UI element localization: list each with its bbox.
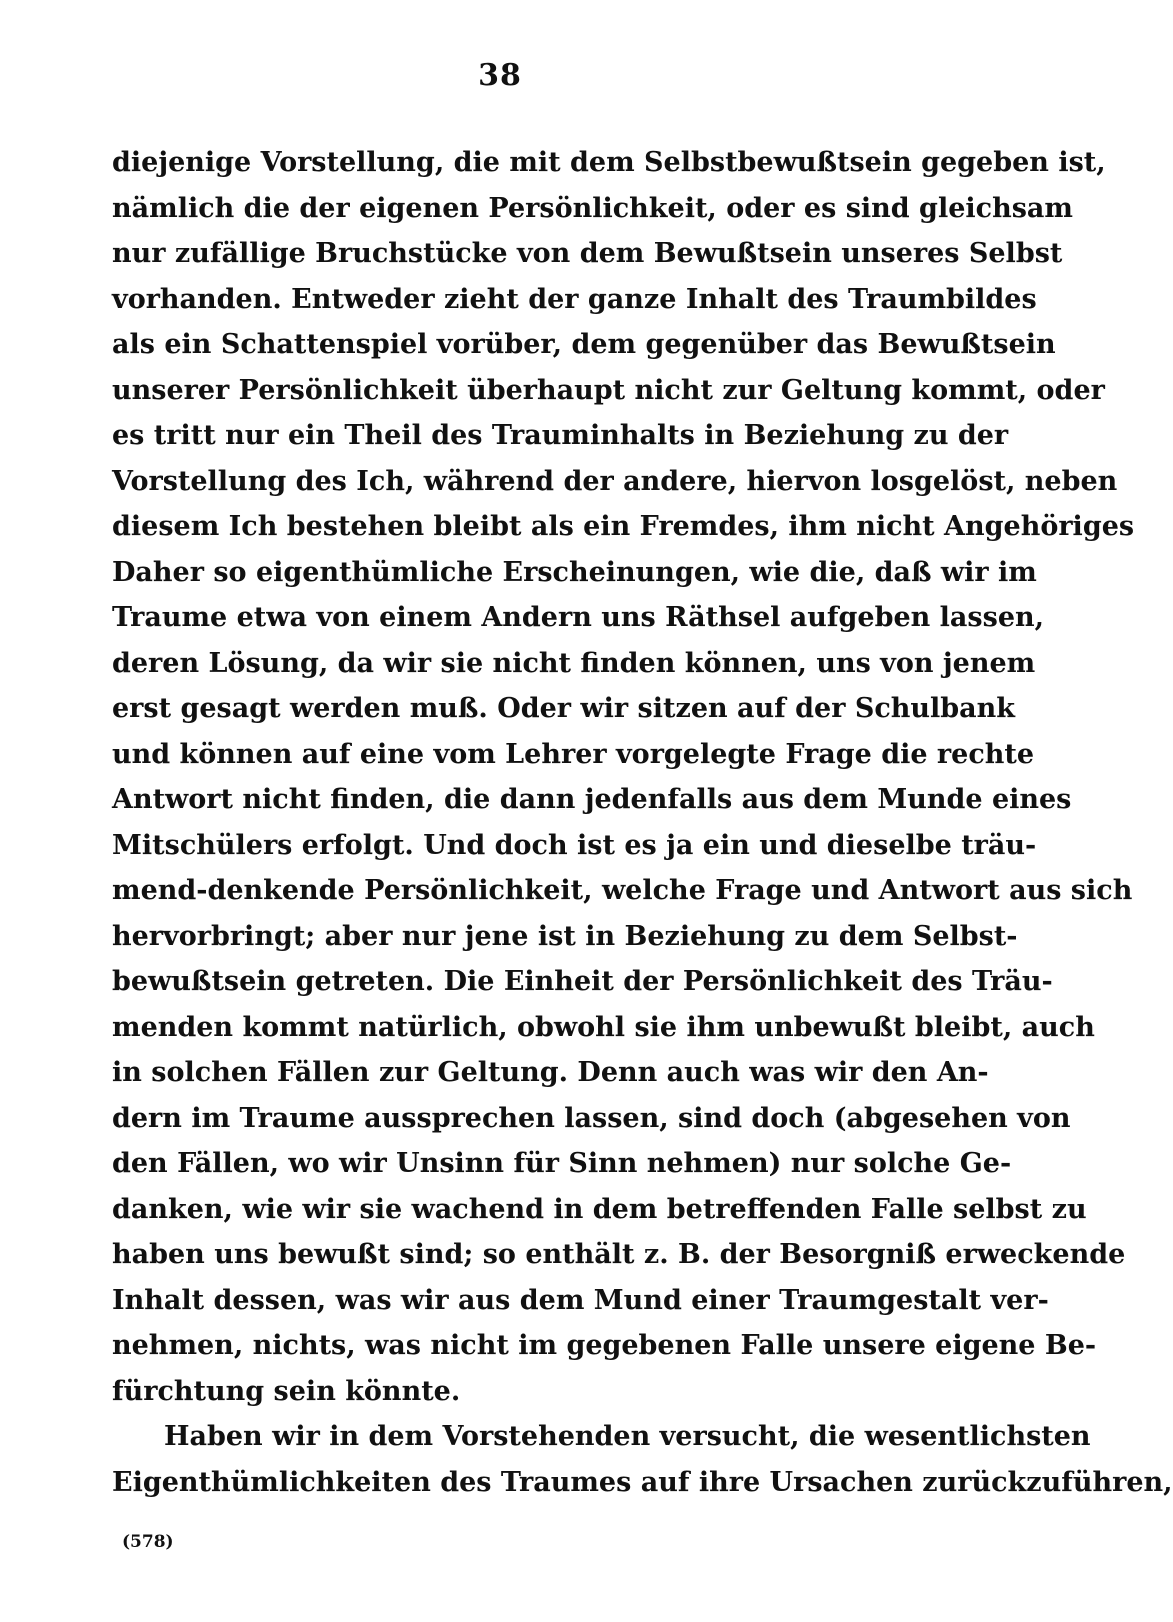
signature-mark: (578): [122, 1532, 174, 1552]
text-line: Haben wir in dem Vorstehenden versucht, die wesentlichsten: [164, 1421, 1091, 1452]
text-line: erst gesagt werden muß. Oder wir sitzen auf der Schulbank: [112, 693, 1016, 724]
text-line: menden kommt natürlich, obwohl sie ihm unbewußt bleibt, auch: [112, 1011, 1095, 1043]
text-line: und können auf eine vom Lehrer vorgelegte Frage die rechte: [112, 738, 1035, 770]
text-line: Inhalt dessen, was wir aus dem Mund einer Traumgestalt ver-: [112, 1284, 1049, 1316]
text-line: Vorstellung des Ich, während der andere, hiervon losgelöst, neben: [112, 465, 1118, 497]
text-line: dern im Traume aussprechen lassen, sind doch (abgesehen von: [112, 1102, 1071, 1134]
text-line: Traume etwa von einem Andern uns Räthsel aufgeben lassen,: [112, 602, 1045, 633]
text-line: Antwort nicht finden, die dann jedenfalls aus dem Munde eines: [112, 784, 1072, 815]
text-line: den Fällen, wo wir Unsinn für Sinn nehmen) nur solche Ge-: [112, 1148, 1012, 1179]
text-line: in solchen Fällen zur Geltung. Denn auch was wir den An-: [112, 1057, 989, 1088]
text-line: deren Lösung, da wir sie nicht finden können, uns von jenem: [112, 647, 1036, 679]
text-line: Daher so eigenthümliche Erscheinungen, wie die, daß wir im: [112, 556, 1037, 588]
text-line: nehmen, nichts, was nicht im gegebenen Falle unsere eigene Be-: [112, 1330, 1097, 1361]
text-line: diejenige Vorstellung, die mit dem Selbstbewußtsein gegeben ist,: [112, 147, 1106, 178]
text-line: vorhanden. Entweder zieht der ganze Inhalt des Traumbildes: [112, 283, 1037, 315]
text-line: danken, wie wir sie wachend in dem betreffenden Falle selbst zu: [112, 1193, 1087, 1225]
text-line: nämlich die der eigenen Persönlichkeit, oder es sind gleichsam: [112, 192, 1073, 224]
text-line: mend-denkende Persönlichkeit, welche Frage und Antwort aus sich: [112, 875, 1133, 906]
text-line: es tritt nur ein Theil des Trauminhalts in Beziehung zu der: [112, 420, 1009, 451]
text-line: Eigenthümlichkeiten des Traumes auf ihre Ursachen zurückzuführen,: [112, 1466, 1173, 1498]
text-line: fürchtung sein könnte.: [112, 1375, 461, 1407]
text-line: nur zufällige Bruchstücke von dem Bewußtsein unseres Selbst: [112, 238, 1063, 269]
text-line: als ein Schattenspiel vorüber, dem gegenüber das Bewußtsein: [112, 329, 1056, 360]
text-line: hervorbringt; aber nur jene ist in Beziehung zu dem Selbst-: [112, 920, 1018, 952]
body-text: [112, 140, 1173, 1505]
text-line: unserer Persönlichkeit überhaupt nicht zur Geltung kommt, oder: [112, 374, 1105, 406]
page-number: 38: [478, 58, 522, 93]
text-line: haben uns bewußt sind; so enthält z. B. der Besorgniß erweckende: [112, 1239, 1126, 1270]
text-line: Mitschülers erfolgt. Und doch ist es ja ein und dieselbe träu-: [112, 829, 1037, 861]
text-line: diesem Ich bestehen bleibt als ein Fremdes, ihm nicht Angehöriges: [112, 511, 1135, 542]
text-line: bewußtsein getreten. Die Einheit der Persönlichkeit des Träu-: [112, 966, 1053, 997]
